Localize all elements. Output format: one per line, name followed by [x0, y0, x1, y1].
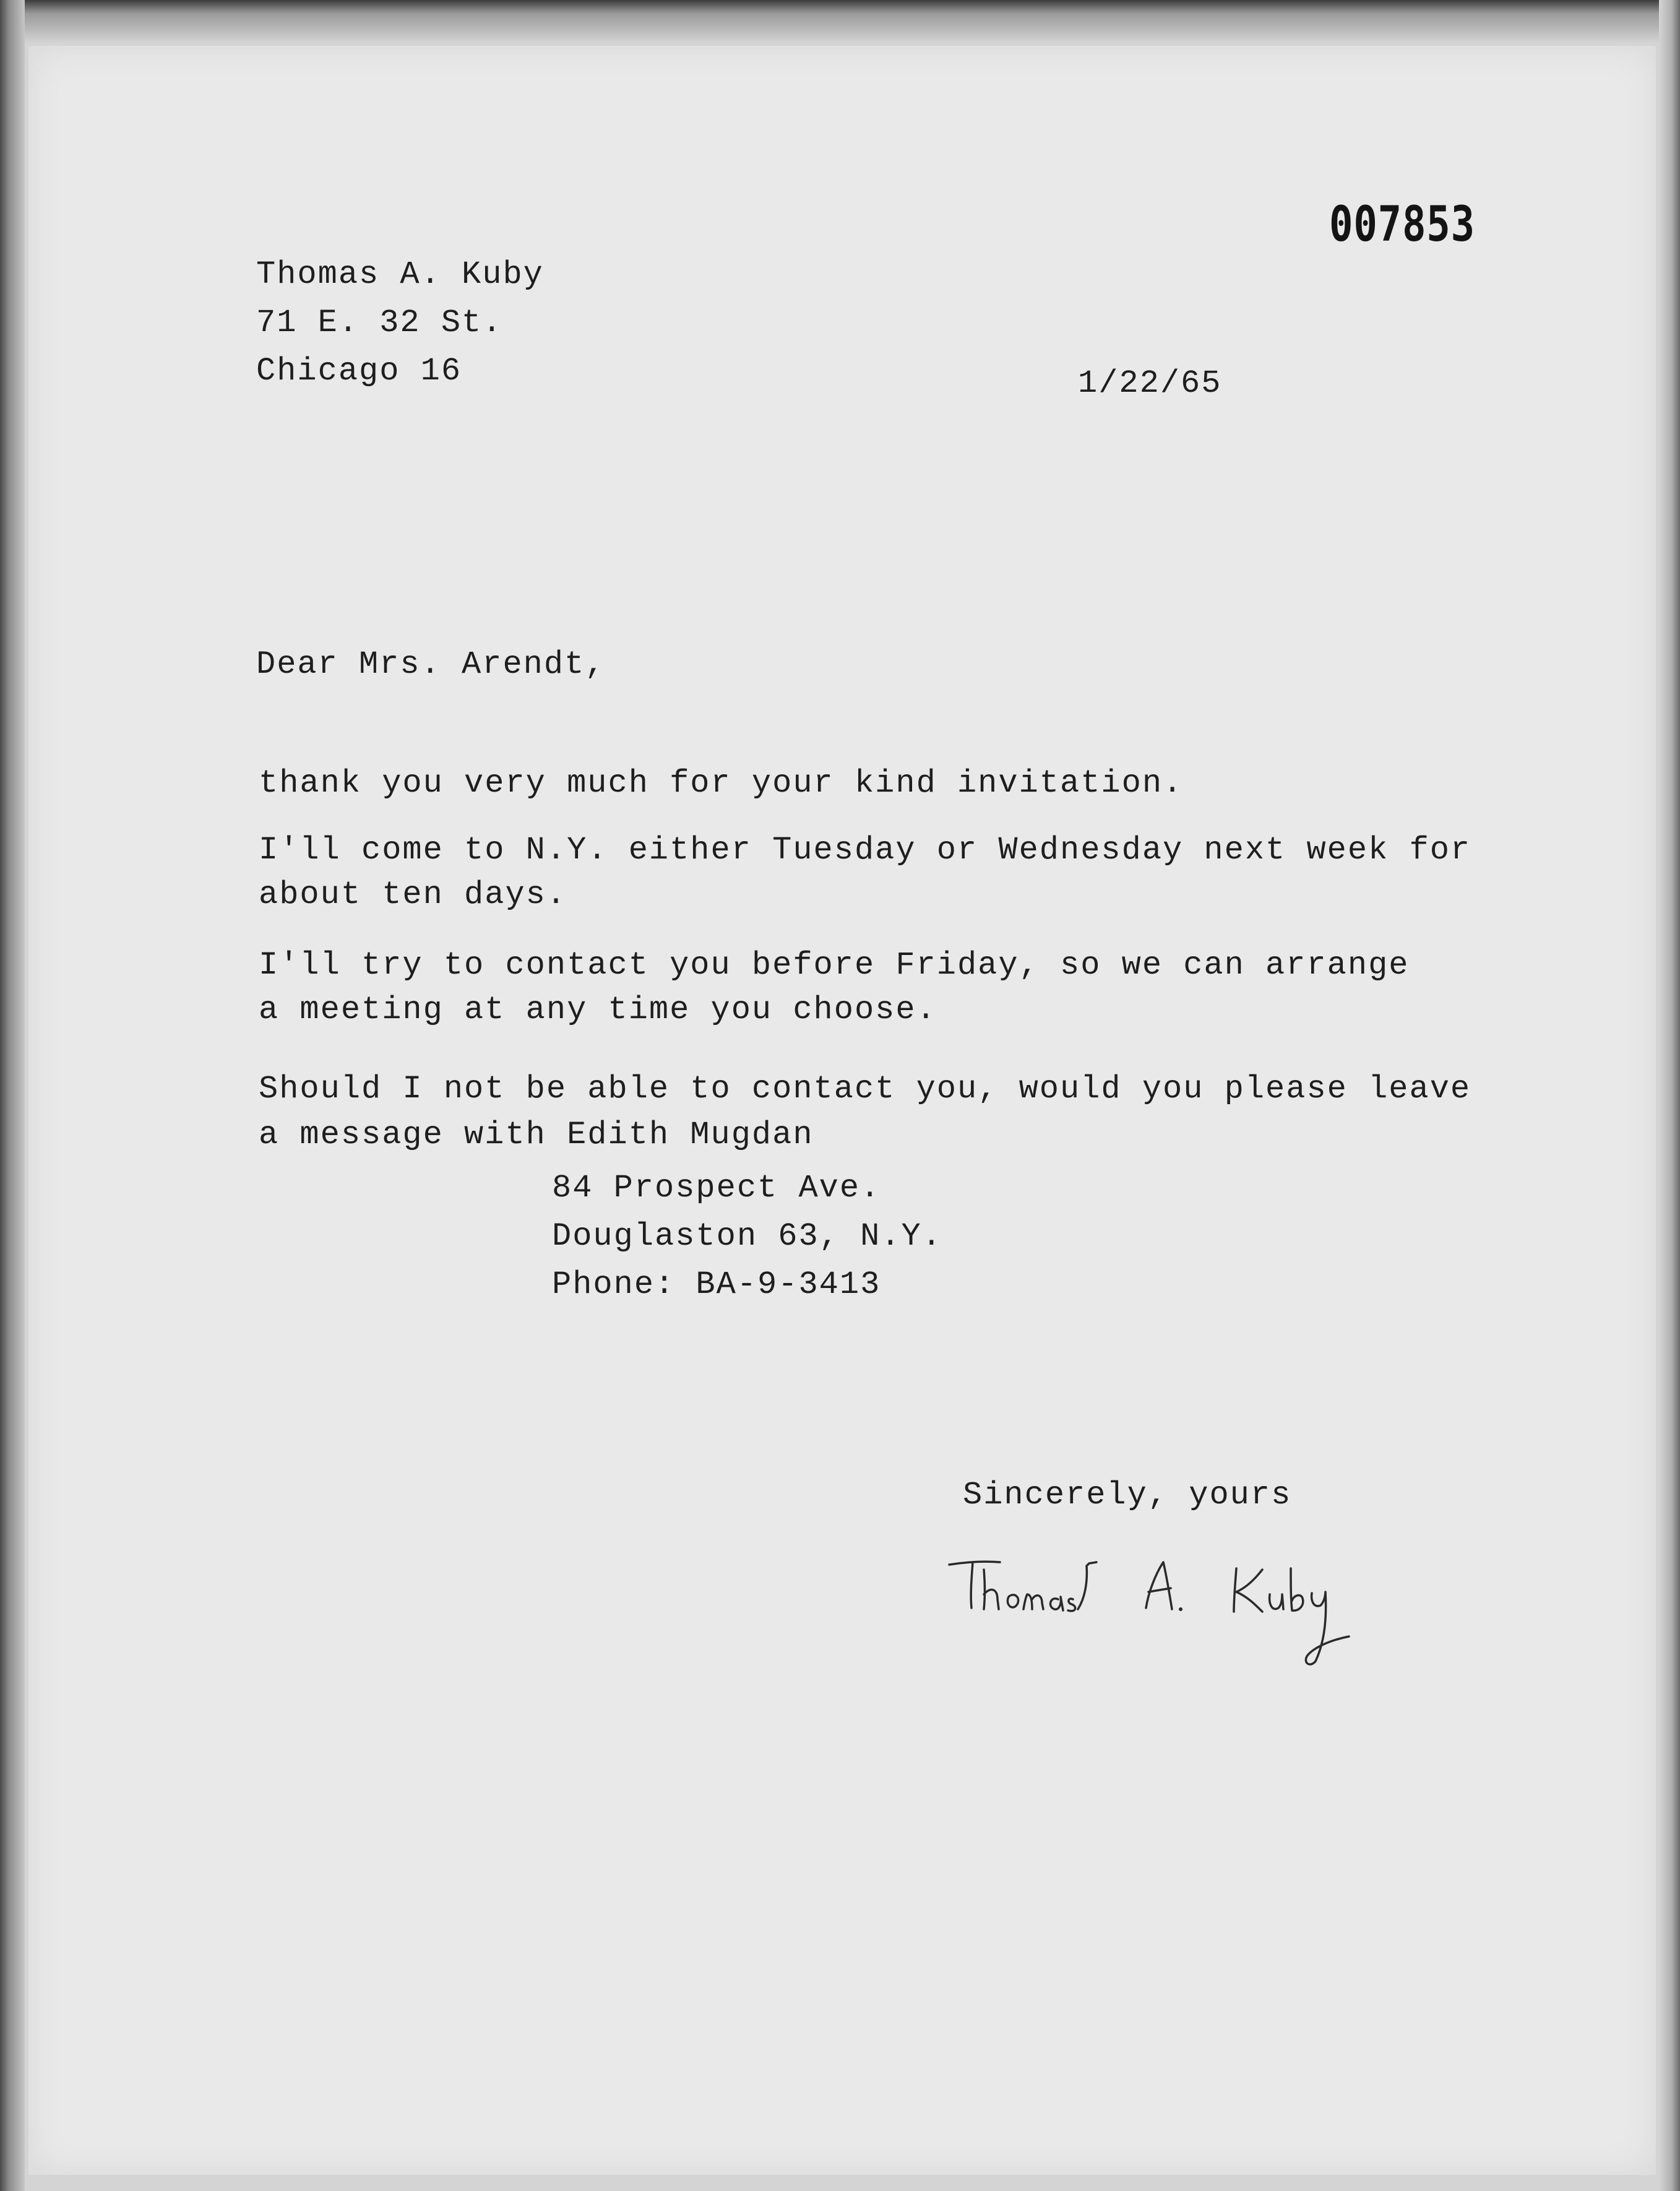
contact-city: Douglaston 63, N.Y.: [552, 1218, 942, 1255]
body-line: a meeting at any time you choose.: [259, 992, 937, 1028]
document-number-stamp: 007853: [1329, 197, 1475, 253]
handwritten-signature: [941, 1535, 1423, 1677]
contact-phone: Phone: BA-9-3413: [552, 1266, 881, 1303]
scan-edge-right: [1659, 0, 1680, 2191]
body-line: thank you very much for your kind invitation.: [259, 765, 1184, 802]
body-line: about ten days.: [259, 876, 567, 913]
body-line: I'll come to N.Y. either Tuesday or Wednesday next week for: [259, 832, 1471, 868]
sender-city: Chicago 16: [256, 353, 462, 389]
contact-street: 84 Prospect Ave.: [552, 1170, 881, 1206]
closing: Sincerely, yours: [963, 1477, 1292, 1513]
letter-date: 1/22/65: [1078, 365, 1222, 402]
scan-edge-top: [0, 0, 1680, 43]
scan-edge-left: [0, 0, 25, 2191]
body-line: Should I not be able to contact you, would you please leave: [259, 1071, 1471, 1107]
sender-street: 71 E. 32 St.: [256, 305, 503, 341]
body-line: I'll try to contact you before Friday, so we can arrange: [259, 947, 1410, 983]
sender-name: Thomas A. Kuby: [256, 256, 544, 293]
salutation: Dear Mrs. Arendt,: [256, 646, 606, 683]
body-line: a message with Edith Mugdan: [259, 1117, 814, 1153]
